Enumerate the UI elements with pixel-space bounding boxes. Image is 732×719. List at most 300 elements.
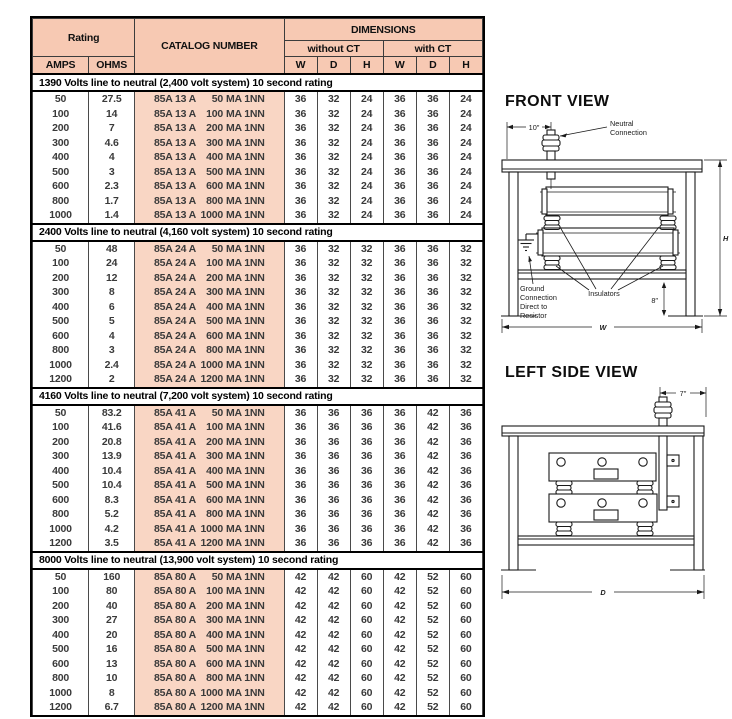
catalog-number-value: 85A 24 A 50 MA 1NN bbox=[135, 241, 284, 257]
amps-value: 1200 bbox=[33, 536, 89, 552]
dimension-value: 42 bbox=[383, 671, 416, 686]
catalog-number-value: 85A 41 A 200 MA 1NN bbox=[135, 435, 284, 450]
ohms-value: 4 bbox=[89, 329, 135, 344]
catalog-number-value: 85A 13 A 400 MA 1NN bbox=[135, 150, 284, 165]
dimension-value: 36 bbox=[350, 493, 383, 508]
dimension-value: 36 bbox=[383, 150, 416, 165]
table-row bbox=[33, 478, 483, 493]
catalog-number-value: 85A 24 A 300 MA 1NN bbox=[135, 285, 284, 300]
dimension-value: 36 bbox=[317, 507, 350, 522]
dimension-value: 36 bbox=[416, 150, 449, 165]
catalog-number-value: 85A 13 A 1000 MA 1NN bbox=[135, 208, 284, 224]
amps-value: 300 bbox=[33, 285, 89, 300]
dimension-value: 32 bbox=[449, 241, 482, 257]
dimension-value: 32 bbox=[350, 256, 383, 271]
table-row bbox=[33, 671, 483, 686]
svg-text:Connection: Connection bbox=[610, 128, 647, 137]
dimension-value: 24 bbox=[449, 150, 482, 165]
dimension-value: 36 bbox=[383, 256, 416, 271]
dimension-value: 36 bbox=[317, 493, 350, 508]
amps-value: 200 bbox=[33, 271, 89, 286]
dimension-value: 42 bbox=[317, 642, 350, 657]
dimension-value: 36 bbox=[317, 435, 350, 450]
table-row bbox=[33, 241, 483, 257]
dimension-value: 36 bbox=[416, 91, 449, 107]
dimension-value: 52 bbox=[416, 657, 449, 672]
dimension-value: 42 bbox=[317, 584, 350, 599]
amps-value: 500 bbox=[33, 478, 89, 493]
dimension-value: 60 bbox=[350, 657, 383, 672]
dimension-value: 36 bbox=[284, 256, 317, 271]
dimension-value: 42 bbox=[383, 613, 416, 628]
dimension-value: 42 bbox=[284, 613, 317, 628]
dimension-value: 36 bbox=[383, 300, 416, 315]
dimension-value: 36 bbox=[383, 91, 416, 107]
table-row bbox=[33, 358, 483, 373]
dimension-value: 42 bbox=[284, 642, 317, 657]
table-row bbox=[33, 285, 483, 300]
dimension-value: 36 bbox=[416, 121, 449, 136]
catalog-number-value: 85A 13 A 100 MA 1NN bbox=[135, 107, 284, 122]
ohms-value: 7 bbox=[89, 121, 135, 136]
dimension-value: 52 bbox=[416, 584, 449, 599]
table-row bbox=[33, 150, 483, 165]
dimension-value: 32 bbox=[317, 256, 350, 271]
side-shelf bbox=[518, 536, 694, 545]
dimension-value: 36 bbox=[416, 165, 449, 180]
front-shelf bbox=[518, 270, 686, 279]
svg-text:Ground: Ground bbox=[520, 284, 545, 293]
section-header-row bbox=[33, 74, 483, 91]
lower-element-box bbox=[549, 494, 657, 522]
amps-value: 200 bbox=[33, 121, 89, 136]
table-row bbox=[33, 91, 483, 107]
section-title: 1390 Volts line to neutral (2,400 volt system) 10 second rating bbox=[33, 74, 483, 91]
dimension-value: 42 bbox=[416, 420, 449, 435]
front-view-diagram bbox=[492, 113, 732, 341]
table-row bbox=[33, 507, 483, 522]
rating-header: Rating bbox=[33, 19, 135, 57]
dimension-value: 52 bbox=[416, 613, 449, 628]
catalog-number-value: 85A 24 A 1000 MA 1NN bbox=[135, 358, 284, 373]
dimension-value: 24 bbox=[350, 136, 383, 151]
catalog-number-value: 85A 80 A 50 MA 1NN bbox=[135, 569, 284, 585]
dimension-value: 24 bbox=[449, 121, 482, 136]
dimension-value: 52 bbox=[416, 686, 449, 701]
dim-w-label: W bbox=[599, 323, 607, 332]
dimension-value: 42 bbox=[383, 584, 416, 599]
dimension-value: 32 bbox=[317, 314, 350, 329]
table-row bbox=[33, 613, 483, 628]
amps-value: 200 bbox=[33, 435, 89, 450]
dimension-value: 24 bbox=[449, 194, 482, 209]
dimension-value: 36 bbox=[449, 464, 482, 479]
dimension-value: 60 bbox=[350, 613, 383, 628]
resistor-spec-table bbox=[30, 16, 485, 717]
amps-value: 500 bbox=[33, 165, 89, 180]
dimension-value: 32 bbox=[317, 150, 350, 165]
dim-7-label: 7″ bbox=[679, 388, 687, 398]
amps-value: 50 bbox=[33, 91, 89, 107]
catalog-number-value: 85A 24 A 400 MA 1NN bbox=[135, 300, 284, 315]
ohms-value: 14 bbox=[89, 107, 135, 122]
dimension-value: 36 bbox=[317, 449, 350, 464]
dimension-value: 32 bbox=[317, 285, 350, 300]
without-ct-header: without CT bbox=[284, 41, 383, 57]
amps-value: 100 bbox=[33, 256, 89, 271]
catalog-number-value: 85A 41 A 600 MA 1NN bbox=[135, 493, 284, 508]
dimension-value: 36 bbox=[284, 208, 317, 224]
section-header-row bbox=[33, 224, 483, 241]
upper-element-box bbox=[549, 453, 656, 481]
table-row bbox=[33, 271, 483, 286]
dimension-value: 32 bbox=[449, 372, 482, 388]
amps-value: 1000 bbox=[33, 208, 89, 224]
amps-value: 600 bbox=[33, 329, 89, 344]
dimension-value: 36 bbox=[350, 478, 383, 493]
dimension-value: 42 bbox=[317, 569, 350, 585]
dimension-value: 60 bbox=[449, 599, 482, 614]
ohms-value: 10.4 bbox=[89, 478, 135, 493]
catalog-number-value: 85A 80 A 400 MA 1NN bbox=[135, 628, 284, 643]
dimension-value: 36 bbox=[449, 478, 482, 493]
dim-col-header: D bbox=[416, 57, 449, 75]
dimension-value: 60 bbox=[350, 700, 383, 715]
ohms-value: 13.9 bbox=[89, 449, 135, 464]
dimension-value: 36 bbox=[383, 165, 416, 180]
dimension-value: 24 bbox=[449, 136, 482, 151]
dimension-value: 52 bbox=[416, 599, 449, 614]
dimension-value: 36 bbox=[284, 285, 317, 300]
ohms-value: 4.2 bbox=[89, 522, 135, 537]
dimension-value: 32 bbox=[449, 343, 482, 358]
ohms-value: 83.2 bbox=[89, 405, 135, 421]
dimension-value: 36 bbox=[350, 449, 383, 464]
amps-value: 800 bbox=[33, 343, 89, 358]
dimension-value: 36 bbox=[383, 449, 416, 464]
section-header-row bbox=[33, 388, 483, 405]
with-ct-header: with CT bbox=[383, 41, 482, 57]
svg-text:Resistor: Resistor bbox=[520, 311, 547, 320]
table-row bbox=[33, 372, 483, 388]
dimension-value: 24 bbox=[350, 121, 383, 136]
dimension-value: 36 bbox=[449, 493, 482, 508]
table-row bbox=[33, 449, 483, 464]
dimension-value: 36 bbox=[317, 420, 350, 435]
ground-symbol bbox=[518, 234, 538, 251]
catalog-number-value: 85A 80 A 300 MA 1NN bbox=[135, 613, 284, 628]
table-row bbox=[33, 405, 483, 421]
dimension-value: 32 bbox=[449, 329, 482, 344]
table-row bbox=[33, 194, 483, 209]
table-row bbox=[33, 642, 483, 657]
catalog-number-value: 85A 24 A 500 MA 1NN bbox=[135, 314, 284, 329]
dimension-value: 36 bbox=[416, 285, 449, 300]
dimension-value: 24 bbox=[449, 208, 482, 224]
dimension-value: 36 bbox=[284, 271, 317, 286]
dimension-value: 36 bbox=[416, 256, 449, 271]
dimension-value: 36 bbox=[383, 314, 416, 329]
catalog-number-value: 85A 24 A 800 MA 1NN bbox=[135, 343, 284, 358]
ohms-value: 8 bbox=[89, 285, 135, 300]
dimension-value: 32 bbox=[350, 358, 383, 373]
dimension-value: 36 bbox=[383, 420, 416, 435]
table-row bbox=[33, 343, 483, 358]
ohms-value: 13 bbox=[89, 657, 135, 672]
catalog-number-value: 85A 13 A 800 MA 1NN bbox=[135, 194, 284, 209]
catalog-number-value: 85A 80 A 200 MA 1NN bbox=[135, 599, 284, 614]
dimension-value: 36 bbox=[383, 271, 416, 286]
dimension-value: 60 bbox=[449, 700, 482, 715]
catalog-number-value: 85A 80 A 100 MA 1NN bbox=[135, 584, 284, 599]
dimension-value: 42 bbox=[416, 405, 449, 421]
dimension-value: 36 bbox=[416, 208, 449, 224]
catalog-number-value: 85A 80 A 800 MA 1NN bbox=[135, 671, 284, 686]
side-mid-insulators bbox=[556, 481, 653, 495]
dimension-value: 36 bbox=[416, 179, 449, 194]
neutral-connection-label bbox=[560, 119, 647, 137]
catalog-number-header: CATALOG NUMBER bbox=[135, 19, 284, 75]
dimension-value: 36 bbox=[416, 271, 449, 286]
table-header bbox=[33, 19, 483, 75]
dimension-value: 36 bbox=[284, 194, 317, 209]
dimension-value: 24 bbox=[350, 194, 383, 209]
dimension-value: 32 bbox=[449, 285, 482, 300]
dimension-value: 24 bbox=[449, 107, 482, 122]
dimension-value: 24 bbox=[350, 150, 383, 165]
dimension-value: 32 bbox=[317, 271, 350, 286]
dim-h-annotation bbox=[704, 160, 729, 316]
ohms-value: 20.8 bbox=[89, 435, 135, 450]
table-row bbox=[33, 464, 483, 479]
dimension-value: 36 bbox=[383, 179, 416, 194]
dimension-value: 42 bbox=[284, 569, 317, 585]
table-row bbox=[33, 121, 483, 136]
dimension-value: 32 bbox=[317, 208, 350, 224]
dimension-value: 32 bbox=[317, 358, 350, 373]
dimension-value: 42 bbox=[383, 628, 416, 643]
side-bushing-insulator bbox=[654, 397, 672, 426]
table-row bbox=[33, 628, 483, 643]
table-row bbox=[33, 165, 483, 180]
dimension-value: 52 bbox=[416, 700, 449, 715]
dimension-value: 42 bbox=[284, 700, 317, 715]
amps-value: 1000 bbox=[33, 522, 89, 537]
table-row bbox=[33, 569, 483, 585]
dim-col-header: H bbox=[350, 57, 383, 75]
dimension-value: 36 bbox=[416, 241, 449, 257]
dimension-value: 36 bbox=[383, 522, 416, 537]
dimension-value: 60 bbox=[350, 569, 383, 585]
dimension-value: 42 bbox=[284, 657, 317, 672]
lower-resistor-grid bbox=[536, 228, 680, 256]
svg-text:Direct to: Direct to bbox=[520, 302, 548, 311]
ohms-value: 3 bbox=[89, 343, 135, 358]
dimension-value: 60 bbox=[449, 642, 482, 657]
dimension-value: 36 bbox=[284, 300, 317, 315]
dimension-value: 36 bbox=[416, 300, 449, 315]
ohms-value: 6.7 bbox=[89, 700, 135, 715]
table-row bbox=[33, 314, 483, 329]
dimension-value: 36 bbox=[284, 449, 317, 464]
ohms-value: 16 bbox=[89, 642, 135, 657]
dimension-value: 36 bbox=[284, 507, 317, 522]
dimension-value: 36 bbox=[383, 241, 416, 257]
neutral-bushing-insulator bbox=[542, 130, 560, 160]
side-shelf-insulators bbox=[556, 522, 653, 536]
dimension-value: 42 bbox=[416, 536, 449, 552]
dimension-value: 60 bbox=[449, 584, 482, 599]
amps-value: 400 bbox=[33, 628, 89, 643]
dimension-value: 36 bbox=[449, 420, 482, 435]
shelf-insulators bbox=[544, 256, 676, 270]
dim-w-annotation bbox=[502, 319, 702, 333]
dimension-value: 32 bbox=[317, 121, 350, 136]
dimension-value: 24 bbox=[449, 179, 482, 194]
dimension-value: 36 bbox=[383, 536, 416, 552]
table-body bbox=[33, 74, 483, 715]
amps-value: 400 bbox=[33, 150, 89, 165]
dimension-value: 36 bbox=[284, 150, 317, 165]
dim-d-annotation bbox=[502, 575, 704, 599]
catalog-number-value: 85A 41 A 1200 MA 1NN bbox=[135, 536, 284, 552]
dimension-value: 36 bbox=[284, 343, 317, 358]
amps-value: 300 bbox=[33, 136, 89, 151]
ohms-value: 24 bbox=[89, 256, 135, 271]
dimension-value: 24 bbox=[350, 165, 383, 180]
dimension-value: 32 bbox=[449, 314, 482, 329]
catalog-number-value: 85A 24 A 600 MA 1NN bbox=[135, 329, 284, 344]
dimension-value: 52 bbox=[416, 642, 449, 657]
table-row bbox=[33, 657, 483, 672]
amps-value: 100 bbox=[33, 420, 89, 435]
ohms-header: OHMS bbox=[89, 57, 135, 75]
ohms-value: 27 bbox=[89, 613, 135, 628]
dimension-value: 24 bbox=[350, 107, 383, 122]
dimension-value: 36 bbox=[416, 136, 449, 151]
dimension-value: 32 bbox=[350, 372, 383, 388]
dimension-value: 36 bbox=[350, 536, 383, 552]
left-side-view-title: LEFT SIDE VIEW bbox=[505, 364, 638, 381]
dimension-value: 36 bbox=[284, 329, 317, 344]
dimension-value: 36 bbox=[284, 107, 317, 122]
section-title: 2400 Volts line to neutral (4,160 volt system) 10 second rating bbox=[33, 224, 483, 241]
dim-8-annotation bbox=[651, 282, 666, 316]
dimension-value: 32 bbox=[317, 107, 350, 122]
dimension-value: 32 bbox=[317, 179, 350, 194]
table-row bbox=[33, 700, 483, 715]
dimension-value: 60 bbox=[350, 584, 383, 599]
dimension-value: 42 bbox=[317, 599, 350, 614]
dimension-value: 32 bbox=[449, 300, 482, 315]
table-row bbox=[33, 420, 483, 435]
dimension-value: 42 bbox=[284, 686, 317, 701]
dimension-value: 36 bbox=[317, 405, 350, 421]
dimension-value: 36 bbox=[350, 435, 383, 450]
dimension-value: 36 bbox=[416, 372, 449, 388]
dimension-value: 36 bbox=[284, 493, 317, 508]
dimension-value: 36 bbox=[284, 165, 317, 180]
table-row bbox=[33, 599, 483, 614]
ohms-value: 10 bbox=[89, 671, 135, 686]
ohms-value: 3 bbox=[89, 165, 135, 180]
dim-col-header: W bbox=[383, 57, 416, 75]
dimension-value: 52 bbox=[416, 671, 449, 686]
svg-text:Insulators: Insulators bbox=[588, 289, 620, 298]
dimension-value: 36 bbox=[383, 372, 416, 388]
ohms-value: 8.3 bbox=[89, 493, 135, 508]
catalog-number-value: 85A 41 A 100 MA 1NN bbox=[135, 420, 284, 435]
dim-8-label: 8″ bbox=[651, 296, 658, 305]
ohms-value: 160 bbox=[89, 569, 135, 585]
dim-col-header: D bbox=[317, 57, 350, 75]
amps-value: 1200 bbox=[33, 700, 89, 715]
insulators-label bbox=[556, 227, 663, 298]
dimension-value: 36 bbox=[317, 478, 350, 493]
svg-text:Neutral: Neutral bbox=[610, 119, 634, 128]
amps-header: AMPS bbox=[33, 57, 89, 75]
dimension-value: 36 bbox=[416, 358, 449, 373]
amps-value: 400 bbox=[33, 464, 89, 479]
table-row bbox=[33, 107, 483, 122]
dimension-value: 32 bbox=[449, 358, 482, 373]
catalog-number-value: 85A 41 A 500 MA 1NN bbox=[135, 478, 284, 493]
dimension-value: 42 bbox=[416, 507, 449, 522]
dimension-value: 32 bbox=[350, 300, 383, 315]
dimension-value: 32 bbox=[350, 343, 383, 358]
dimension-value: 32 bbox=[350, 241, 383, 257]
dimension-value: 42 bbox=[383, 569, 416, 585]
ohms-value: 48 bbox=[89, 241, 135, 257]
table-row bbox=[33, 329, 483, 344]
ohms-value: 2.4 bbox=[89, 358, 135, 373]
dimension-value: 42 bbox=[284, 628, 317, 643]
dimension-value: 42 bbox=[383, 642, 416, 657]
dimension-value: 32 bbox=[350, 314, 383, 329]
dimension-value: 36 bbox=[284, 420, 317, 435]
left-side-view-diagram bbox=[492, 383, 732, 615]
catalog-number-value: 85A 41 A 800 MA 1NN bbox=[135, 507, 284, 522]
amps-value: 1000 bbox=[33, 358, 89, 373]
dim-10-label: 10″ bbox=[528, 122, 540, 132]
dimension-value: 36 bbox=[350, 420, 383, 435]
dimension-value: 36 bbox=[284, 358, 317, 373]
catalog-number-value: 85A 80 A 600 MA 1NN bbox=[135, 657, 284, 672]
dimension-value: 36 bbox=[317, 464, 350, 479]
dimension-value: 36 bbox=[383, 358, 416, 373]
dimension-value: 36 bbox=[284, 464, 317, 479]
dimension-value: 42 bbox=[317, 671, 350, 686]
dimension-value: 32 bbox=[317, 136, 350, 151]
table-row bbox=[33, 300, 483, 315]
amps-value: 100 bbox=[33, 107, 89, 122]
dimension-value: 36 bbox=[350, 522, 383, 537]
dimension-value: 36 bbox=[350, 464, 383, 479]
dimension-value: 42 bbox=[416, 478, 449, 493]
dimension-value: 32 bbox=[317, 300, 350, 315]
ohms-value: 6 bbox=[89, 300, 135, 315]
amps-value: 600 bbox=[33, 493, 89, 508]
dimension-value: 36 bbox=[284, 121, 317, 136]
dimension-value: 36 bbox=[383, 107, 416, 122]
dimension-value: 32 bbox=[317, 343, 350, 358]
dimension-value: 60 bbox=[350, 599, 383, 614]
ohms-value: 3.5 bbox=[89, 536, 135, 552]
dimension-value: 42 bbox=[284, 671, 317, 686]
dimension-value: 36 bbox=[383, 405, 416, 421]
dimension-value: 24 bbox=[350, 179, 383, 194]
ohms-value: 2 bbox=[89, 372, 135, 388]
